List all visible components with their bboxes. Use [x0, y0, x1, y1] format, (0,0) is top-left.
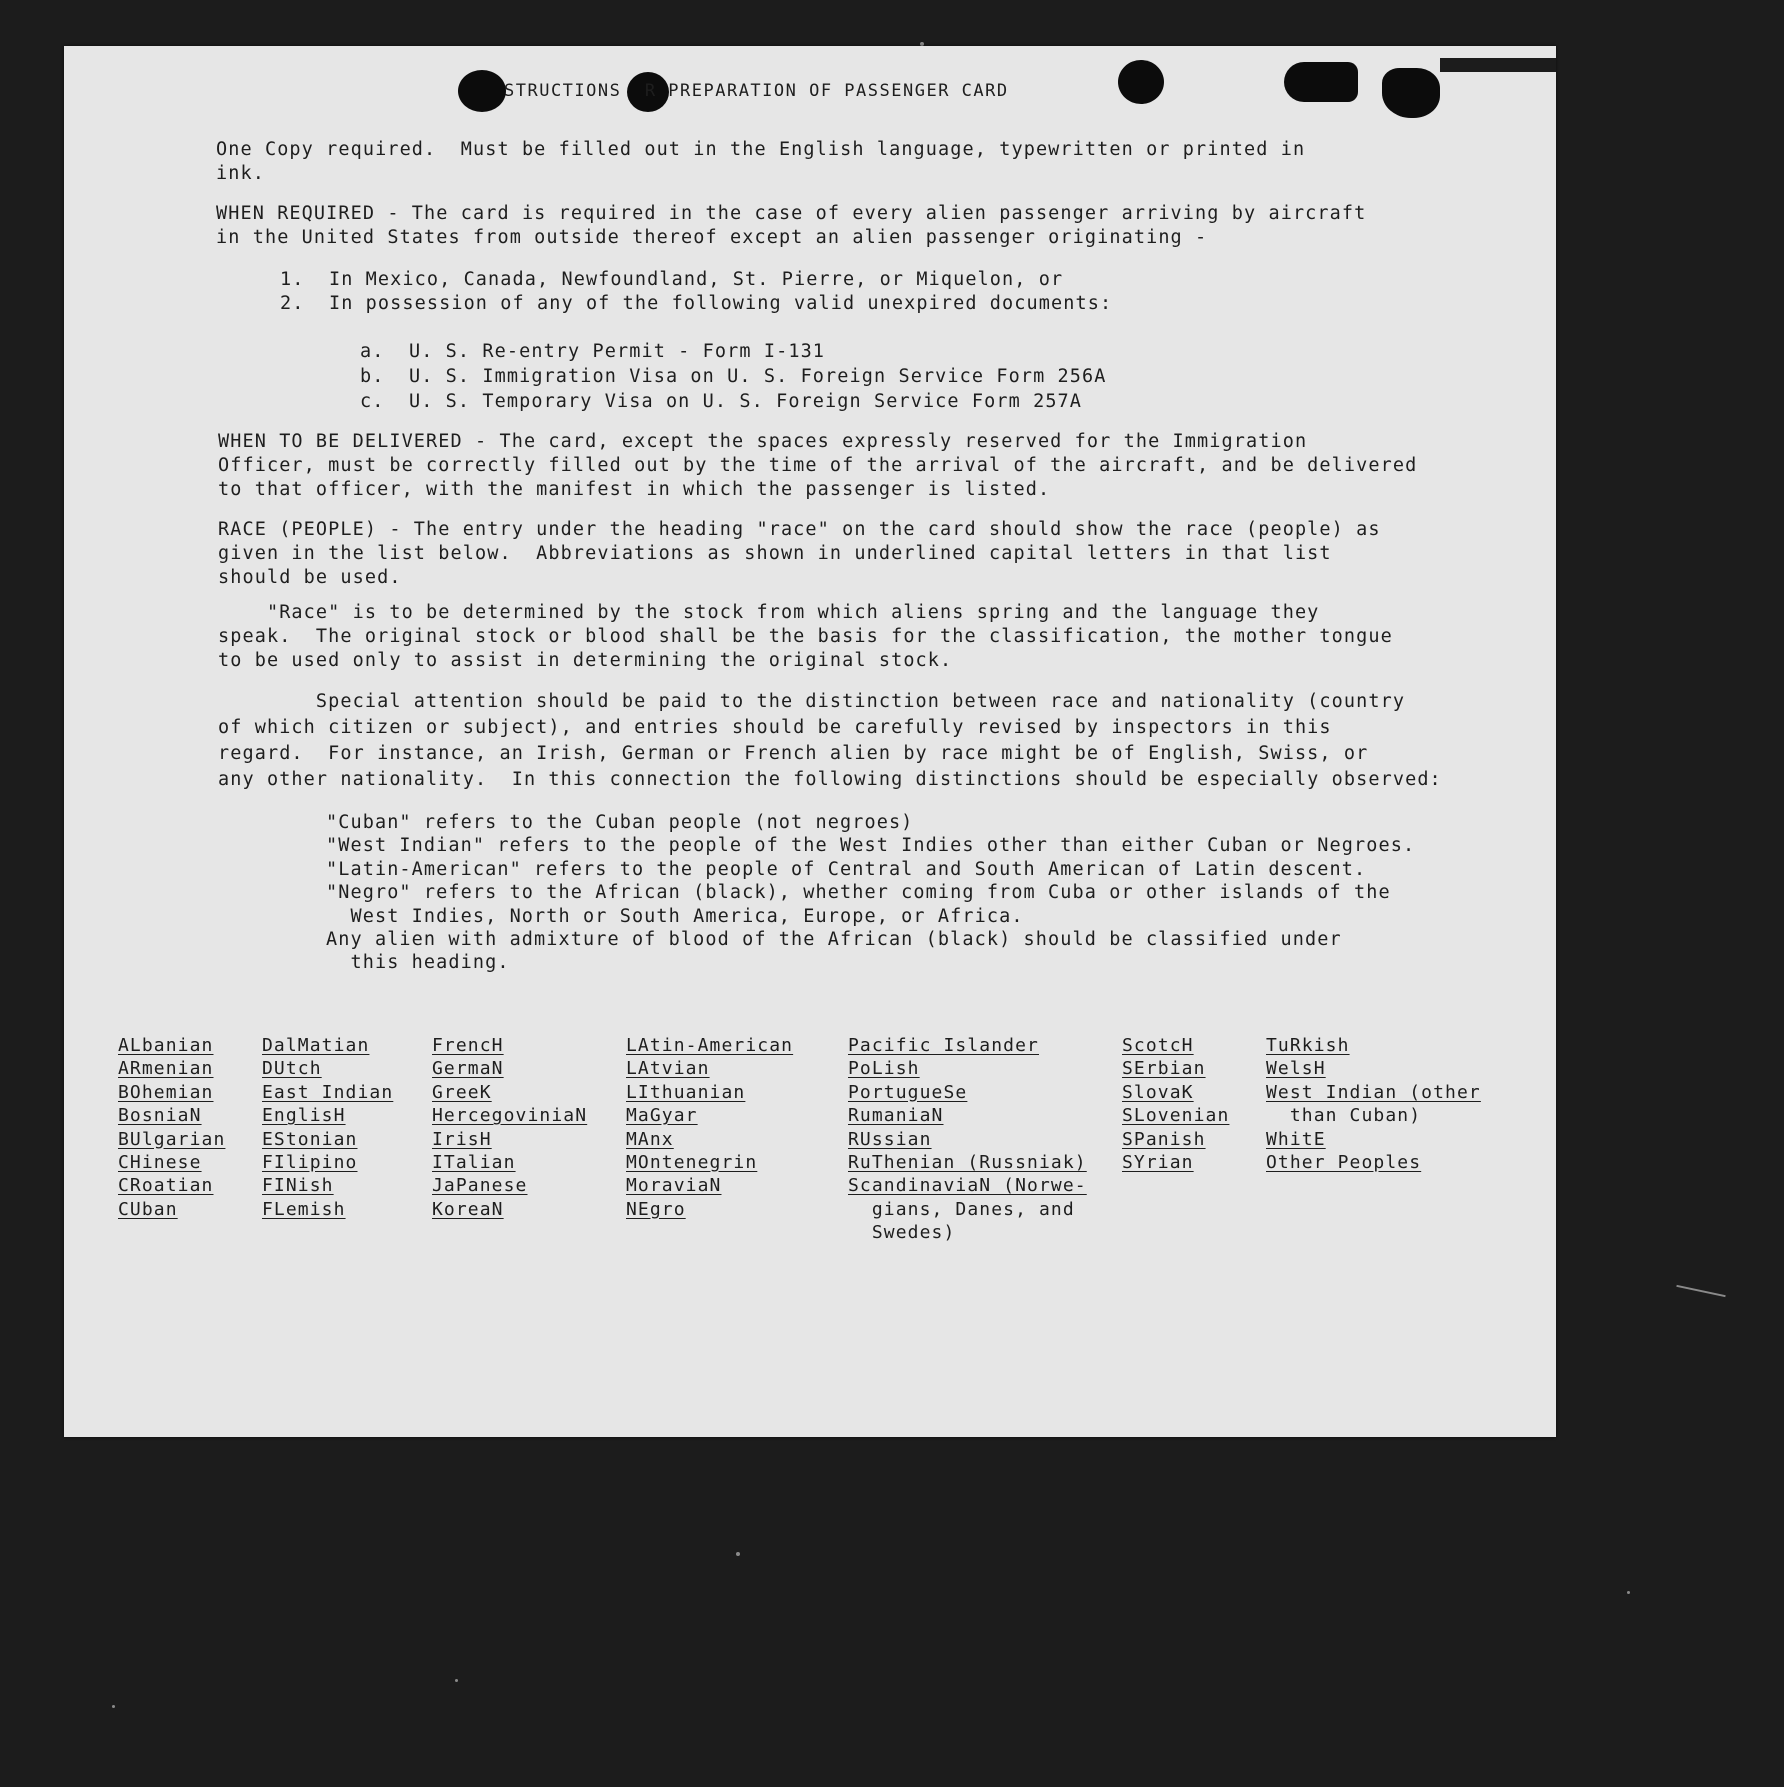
race-column — [118, 1034, 225, 1221]
race-column — [626, 1034, 793, 1221]
origin-item: 2. In possession of any of the following valid unexpired documents: — [280, 293, 1113, 314]
document-item: a. U. S. Re-entry Permit - Form I-131 — [360, 341, 826, 362]
origin-item: 1. In Mexico, Canada, Newfoundland, St. Pierre, or Miquelon, or — [280, 269, 1064, 290]
distinctions-list — [326, 811, 1415, 975]
race-entry: Pacific Islander — [848, 1035, 1039, 1056]
distinction-line: West Indies, North or South America, Europe, or Africa. — [326, 905, 1024, 927]
race-column — [1122, 1034, 1229, 1174]
race-paragraph — [218, 518, 1381, 590]
race-entry: LIthuanian — [626, 1081, 746, 1103]
document-item: c. U. S. Temporary Visa on U. S. Foreign Service Form 257A — [360, 391, 1083, 412]
race-definition-line: to be used only to assist in determining the original stock. — [218, 650, 953, 671]
when-delivered-paragraph — [218, 430, 1417, 502]
race-entry: PortugueSe — [848, 1081, 968, 1103]
race-entry: Other Peoples — [1266, 1152, 1422, 1174]
when-delivered-line: to that officer, with the manifest in which the passenger is listed. — [218, 479, 1051, 500]
race-entry: RuThenian (Russniak) — [848, 1152, 1087, 1174]
distinction-line: Any alien with admixture of blood of the African (black) should be classified under — [326, 929, 1342, 951]
race-line: should be used. — [218, 567, 402, 588]
race-entry-continuation: than Cuban) — [1266, 1105, 1422, 1127]
race-entry: WhitE — [1266, 1128, 1326, 1150]
document-item: b. U. S. Immigration Visa on U. S. Foreign Service Form 256A — [360, 366, 1107, 387]
race-line: RACE (PEOPLE) - The entry under the heading "race" on the card should show the race (people) as — [218, 519, 1381, 540]
page-title: STRUCTIONS R PREPARATION OF PASSENGER CARD — [504, 81, 1009, 101]
scan-dust — [112, 1705, 115, 1708]
special-attention-line: Special attention should be paid to the distinction between race and nationality (country — [218, 691, 1406, 712]
race-entry: EStonian — [262, 1128, 358, 1150]
intro-line: ink. — [216, 163, 265, 184]
race-column — [848, 1034, 1087, 1245]
race-definition-line: speak. The original stock or blood shall be the basis for the classification, the mother tongue — [218, 626, 1393, 647]
race-entry: ITalian — [432, 1152, 516, 1174]
race-entry: FLemish — [262, 1198, 346, 1220]
race-entry: LAtin-American — [626, 1035, 794, 1056]
race-entry: CHinese — [118, 1152, 202, 1174]
distinction-line: "West Indian" refers to the people of the West Indies other than either Cuban or Negroes. — [326, 835, 1416, 857]
distinction-line: "Latin-American" refers to the people of Central and South American of Latin descent. — [326, 858, 1367, 880]
race-entry: WelsH — [1266, 1058, 1326, 1080]
special-attention-line: regard. For instance, an Irish, German or French alien by race might be of English, Swiss, or — [218, 743, 1369, 764]
race-entry: KoreaN — [432, 1198, 504, 1220]
scan-dust — [736, 1552, 740, 1556]
race-entry: MAnx — [626, 1128, 674, 1150]
punch-hole — [458, 70, 506, 112]
race-entry: TuRkish — [1266, 1035, 1350, 1056]
race-entry: SlovaK — [1122, 1081, 1194, 1103]
race-entry: ScandinaviaN (Norwe- — [848, 1175, 1087, 1197]
race-definition-line: "Race" is to be determined by the stock from which aliens spring and the language they — [218, 602, 1320, 623]
when-required-line: WHEN REQUIRED - The card is required in the case of every alien passenger arriving by aircraft — [216, 203, 1367, 224]
when-delivered-line: WHEN TO BE DELIVERED - The card, except the spaces expressly reserved for the Immigration — [218, 431, 1308, 452]
race-entry: FrencH — [432, 1035, 504, 1056]
race-entry: HercegoviniaN — [432, 1105, 588, 1127]
race-entry: DUtch — [262, 1058, 322, 1080]
race-line: given in the list below. Abbreviations as shown in underlined capital letters in that list — [218, 543, 1332, 564]
race-entry: RUssian — [848, 1128, 932, 1150]
origin-list — [280, 268, 1112, 316]
special-attention-line: any other nationality. In this connection the following distinctions should be especially observed: — [218, 769, 1442, 790]
race-entry: IrisH — [432, 1128, 492, 1150]
race-entry: FINish — [262, 1175, 334, 1197]
race-entry: CUban — [118, 1198, 178, 1220]
race-entry: MOntenegrin — [626, 1152, 758, 1174]
race-entry-continuation: Swedes) — [848, 1222, 956, 1244]
torn-corner — [1440, 58, 1556, 72]
race-entry: MaGyar — [626, 1105, 698, 1127]
document-page — [64, 46, 1556, 1437]
special-attention-paragraph — [218, 689, 1442, 793]
when-required-paragraph — [216, 202, 1366, 250]
scan-dust — [1627, 1591, 1630, 1594]
race-entry: BUlgarian — [118, 1128, 226, 1150]
race-entry: SErbian — [1122, 1058, 1206, 1080]
race-definition-paragraph — [218, 601, 1393, 673]
race-column — [1266, 1034, 1481, 1174]
race-entry: RumaniaN — [848, 1105, 944, 1127]
race-entry: FIlipino — [262, 1152, 358, 1174]
race-entry: ALbanian — [118, 1035, 214, 1056]
race-entry: West Indian (other — [1266, 1081, 1481, 1103]
when-delivered-line: Officer, must be correctly filled out by the time of the arrival of the aircraft, and be delivered — [218, 455, 1418, 476]
race-entry: DalMatian — [262, 1035, 370, 1056]
scan-dust — [455, 1679, 458, 1682]
race-entry: SLovenian — [1122, 1105, 1230, 1127]
torn-corner — [1284, 62, 1358, 102]
intro-line: One Copy required. Must be filled out in the English language, typewritten or printed in — [216, 139, 1306, 160]
race-entry: EnglisH — [262, 1105, 346, 1127]
distinction-line: "Negro" refers to the African (black), whether coming from Cuba or other islands of the — [326, 882, 1391, 904]
race-entry: SPanish — [1122, 1128, 1206, 1150]
intro-paragraph — [216, 138, 1305, 186]
race-entry-continuation: gians, Danes, and — [848, 1198, 1075, 1220]
punch-hole — [1118, 60, 1164, 104]
distinction-line: "Cuban" refers to the Cuban people (not negroes) — [326, 812, 914, 833]
race-entry: JaPanese — [432, 1175, 528, 1197]
race-entry: CRoatian — [118, 1175, 214, 1197]
race-entry: ScotcH — [1122, 1035, 1194, 1056]
race-entry: LAtvian — [626, 1058, 710, 1080]
when-required-line: in the United States from outside thereof except an alien passenger originating - — [216, 227, 1208, 248]
race-entry: BOhemian — [118, 1081, 214, 1103]
race-entry: SYrian — [1122, 1152, 1194, 1174]
distinction-line: this heading. — [326, 952, 510, 974]
race-column — [432, 1034, 587, 1221]
special-attention-line: of which citizen or subject), and entries should be carefully revised by inspectors in this — [218, 717, 1332, 738]
scan-dust — [1676, 1285, 1725, 1297]
torn-corner — [1382, 68, 1440, 118]
race-entry: GreeK — [432, 1081, 492, 1103]
race-entry: MoraviaN — [626, 1175, 722, 1197]
race-entry: GermaN — [432, 1058, 504, 1080]
race-entry: BosniaN — [118, 1105, 202, 1127]
race-entry: ARmenian — [118, 1058, 214, 1080]
race-column — [262, 1034, 393, 1221]
race-entry: East Indian — [262, 1081, 394, 1103]
document-list — [360, 339, 1107, 414]
race-entry: PoLish — [848, 1058, 920, 1080]
race-entry: NEgro — [626, 1198, 686, 1220]
